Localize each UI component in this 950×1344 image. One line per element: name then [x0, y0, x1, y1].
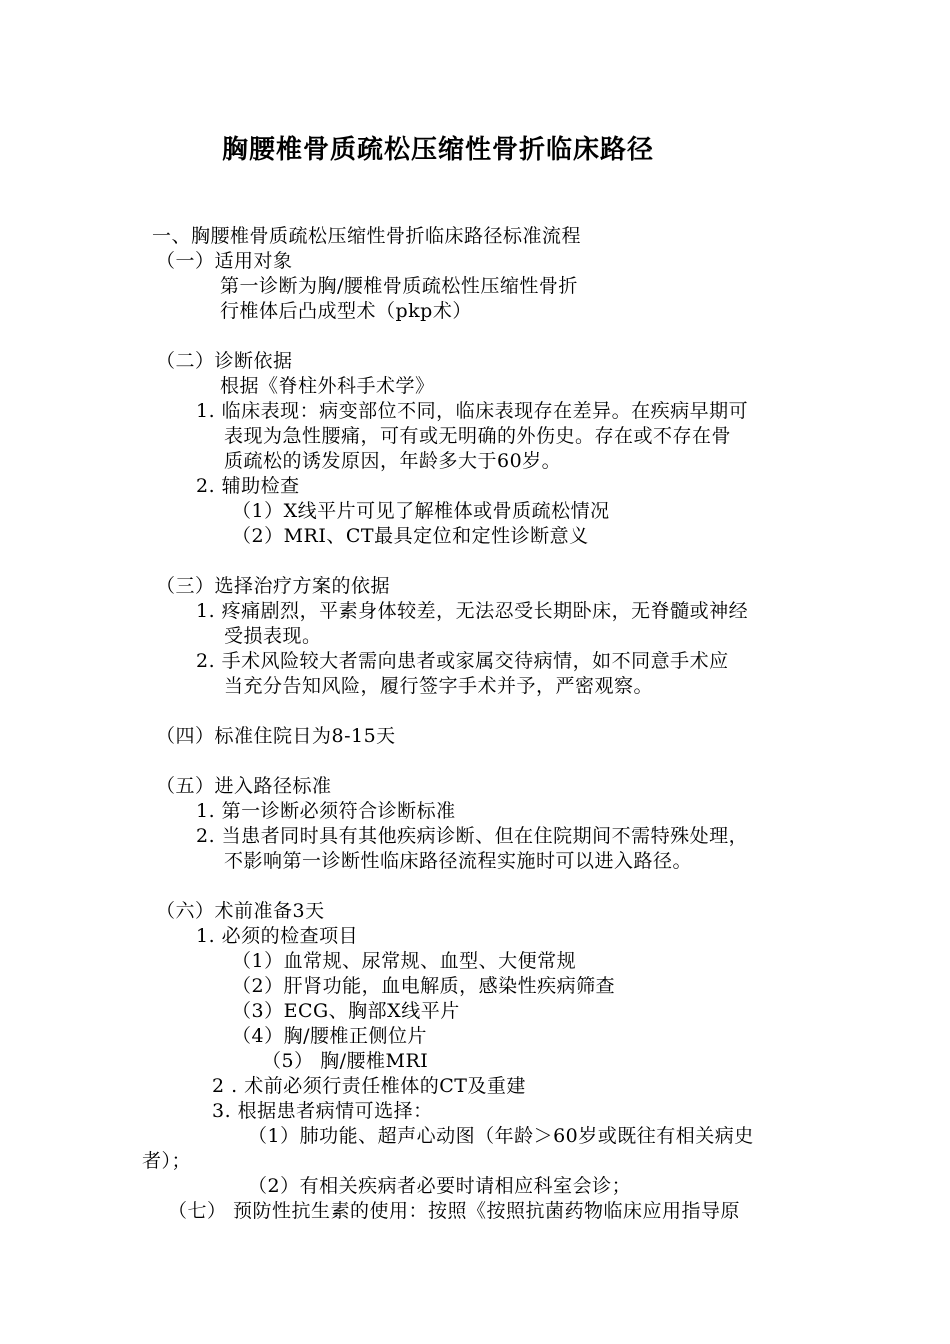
text-line: 行椎体后凸成型术（pkp术）: [220, 300, 472, 322]
subsection-heading: （四）标准住院日为8-15天: [156, 725, 396, 747]
text-line: （2）肝肾功能，血电解质，感染性疾病筛查: [232, 975, 616, 997]
text-line: 当充分告知风险，履行签字手术并予，严密观察。: [224, 675, 654, 697]
subsection-heading: （五）进入路径标准: [156, 775, 332, 797]
text-line: （3）ECG、胸部X线平片: [232, 1000, 460, 1022]
subsection-heading: （一）适用对象: [156, 250, 293, 272]
text-line: 者）；: [142, 1150, 192, 1172]
text-line: （1）X线平片可见了解椎体或骨质疏松情况: [232, 500, 610, 522]
document-title: 胸腰椎骨质疏松压缩性骨折临床路径: [221, 135, 654, 165]
text-line: 2. 当患者同时具有其他疾病诊断、但在住院期间不需特殊处理，: [196, 825, 749, 847]
text-line: （5） 胸/腰椎MRI: [262, 1050, 429, 1072]
text-line: （1）肺功能、超声心动图（年龄＞60岁或既往有相关病史: [248, 1125, 754, 1147]
text-line: 1. 疼痛剧烈，平素身体较差，无法忍受长期卧床，无脊髓或神经: [196, 600, 749, 622]
text-line: 受损表现。: [224, 625, 322, 647]
subsection-heading: （六）术前准备3天: [156, 900, 325, 922]
text-line: 表现为急性腰痛，可有或无明确的外伤史。存在或不存在骨: [224, 425, 732, 447]
text-line: 根据《脊柱外科手术学》: [220, 375, 435, 397]
text-line: （4）胸/腰椎正侧位片: [232, 1025, 427, 1047]
section-heading: 一、胸腰椎骨质疏松压缩性骨折临床路径标准流程: [152, 225, 582, 247]
text-line: 1. 必须的检查项目: [196, 925, 359, 947]
text-line: 1. 第一诊断必须符合诊断标准: [196, 800, 456, 822]
subsection-heading: （七） 预防性抗生素的使用：按照《按照抗菌药物临床应用指导原: [168, 1200, 741, 1222]
text-line: （2）有相关疾病者必要时请相应科室会诊；: [248, 1175, 632, 1197]
text-line: （1）血常规、尿常规、血型、大便常规: [232, 950, 577, 972]
text-line: 2. 手术风险较大者需向患者或家属交待病情，如不同意手术应: [196, 650, 729, 672]
text-line: 不影响第一诊断性临床路径流程实施时可以进入路径。: [224, 850, 693, 872]
text-line: 质疏松的诱发原因，年龄多大于60岁。: [224, 450, 562, 472]
text-line: 2. 辅助检查: [196, 475, 300, 497]
text-line: 第一诊断为胸/腰椎骨质疏松性压缩性骨折: [220, 275, 578, 297]
subsection-heading: （二）诊断依据: [156, 350, 293, 372]
text-line: 3. 根据患者病情可选择：: [212, 1100, 433, 1122]
text-line: 2 . 术前必须行责任椎体的CT及重建: [212, 1075, 526, 1097]
subsection-heading: （三）选择治疗方案的依据: [156, 575, 391, 597]
text-line: （2）MRI、CT最具定位和定性诊断意义: [232, 525, 589, 547]
text-line: 1. 临床表现：病变部位不同，临床表现存在差异。在疾病早期可: [196, 400, 749, 422]
